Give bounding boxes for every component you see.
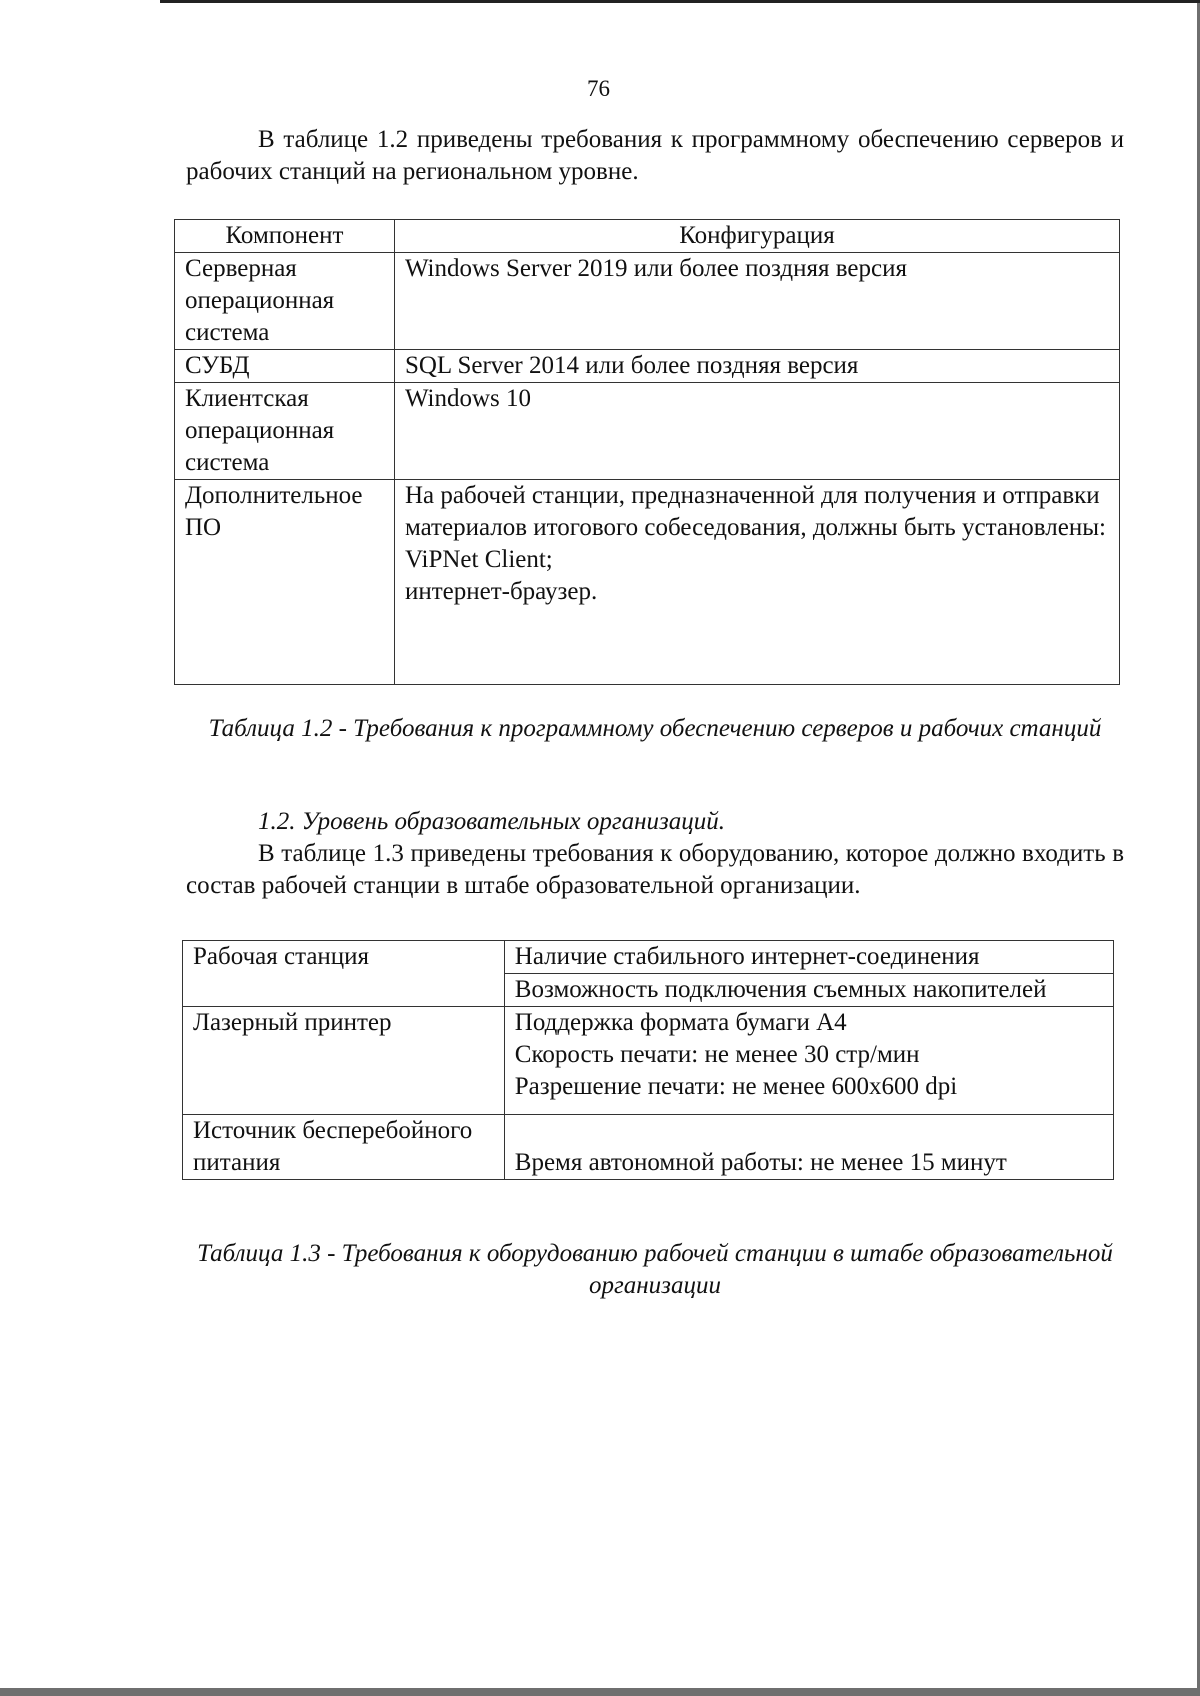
table-1-2-caption: Таблица 1.2 - Требования к программному обеспечению серверов и рабочих станций — [208, 715, 1102, 742]
component-cell: Дополнительное ПО — [175, 480, 395, 685]
table-1-3 — [182, 940, 1114, 1180]
config-cell — [394, 480, 1119, 685]
table-row — [175, 253, 1120, 350]
config-line: На рабочей станции, предназначенной для получения и отправки материалов итогового собеседования, должны быть установлены: — [404, 482, 1106, 541]
intro-paragraph — [186, 124, 1124, 188]
requirement-line: Разрешение печати: не менее 600x600 dpi — [514, 1073, 958, 1100]
table-row — [175, 480, 1120, 685]
component-cell: Клиентская операционная система — [175, 383, 395, 480]
config-line: интернет-браузер. — [404, 578, 598, 605]
requirement-cell: Время автономной работы: не менее 15 минут — [504, 1115, 1113, 1180]
component-cell: СУБД — [175, 350, 395, 383]
table-row — [183, 1007, 1114, 1115]
requirement-line: Скорость печати: не менее 30 стр/мин — [514, 1041, 920, 1068]
table-header-row — [175, 220, 1120, 253]
table-1-3-caption: Таблица 1.3 - Требования к оборудованию рабочей станции в штабе образовательной организации — [197, 1240, 1113, 1299]
table-header-configuration: Конфигурация — [394, 220, 1119, 253]
intro-paragraph-text: В таблице 1.2 приведены требования к программному обеспечению серверов и рабочих станций на региональном уровне. — [186, 126, 1124, 185]
config-line: ViPNet Client; — [404, 546, 553, 573]
table-row — [175, 350, 1120, 383]
table-row — [175, 383, 1120, 480]
item-cell: Источник бесперебойного питания — [183, 1115, 505, 1180]
requirement-cell: Наличие стабильного интернет-соединения — [504, 941, 1113, 974]
page-number: 76 — [587, 76, 610, 101]
page-top-edge — [160, 0, 1200, 3]
requirement-cell — [504, 1007, 1113, 1115]
item-cell: Рабочая станция — [183, 941, 505, 1007]
table-row — [183, 1115, 1114, 1180]
component-cell: Серверная операционная система — [175, 253, 395, 350]
section-heading: 1.2. Уровень образовательных организаций. — [258, 808, 726, 835]
table-row — [183, 941, 1114, 974]
section-paragraph-text: В таблице 1.3 приведены требования к оборудованию, которое должно входить в состав рабочей станции в штабе образовательной организации. — [186, 840, 1124, 899]
config-cell: Windows Server 2019 или более поздняя версия — [394, 253, 1119, 350]
section-paragraph — [186, 838, 1124, 902]
config-cell: SQL Server 2014 или более поздняя версия — [394, 350, 1119, 383]
table-header-component: Компонент — [175, 220, 395, 253]
table-1-2 — [174, 219, 1120, 685]
requirement-line: Поддержка формата бумаги А4 — [514, 1009, 847, 1036]
config-cell: Windows 10 — [394, 383, 1119, 480]
requirement-cell: Возможность подключения съемных накопителей — [504, 974, 1113, 1007]
item-cell: Лазерный принтер — [183, 1007, 505, 1115]
